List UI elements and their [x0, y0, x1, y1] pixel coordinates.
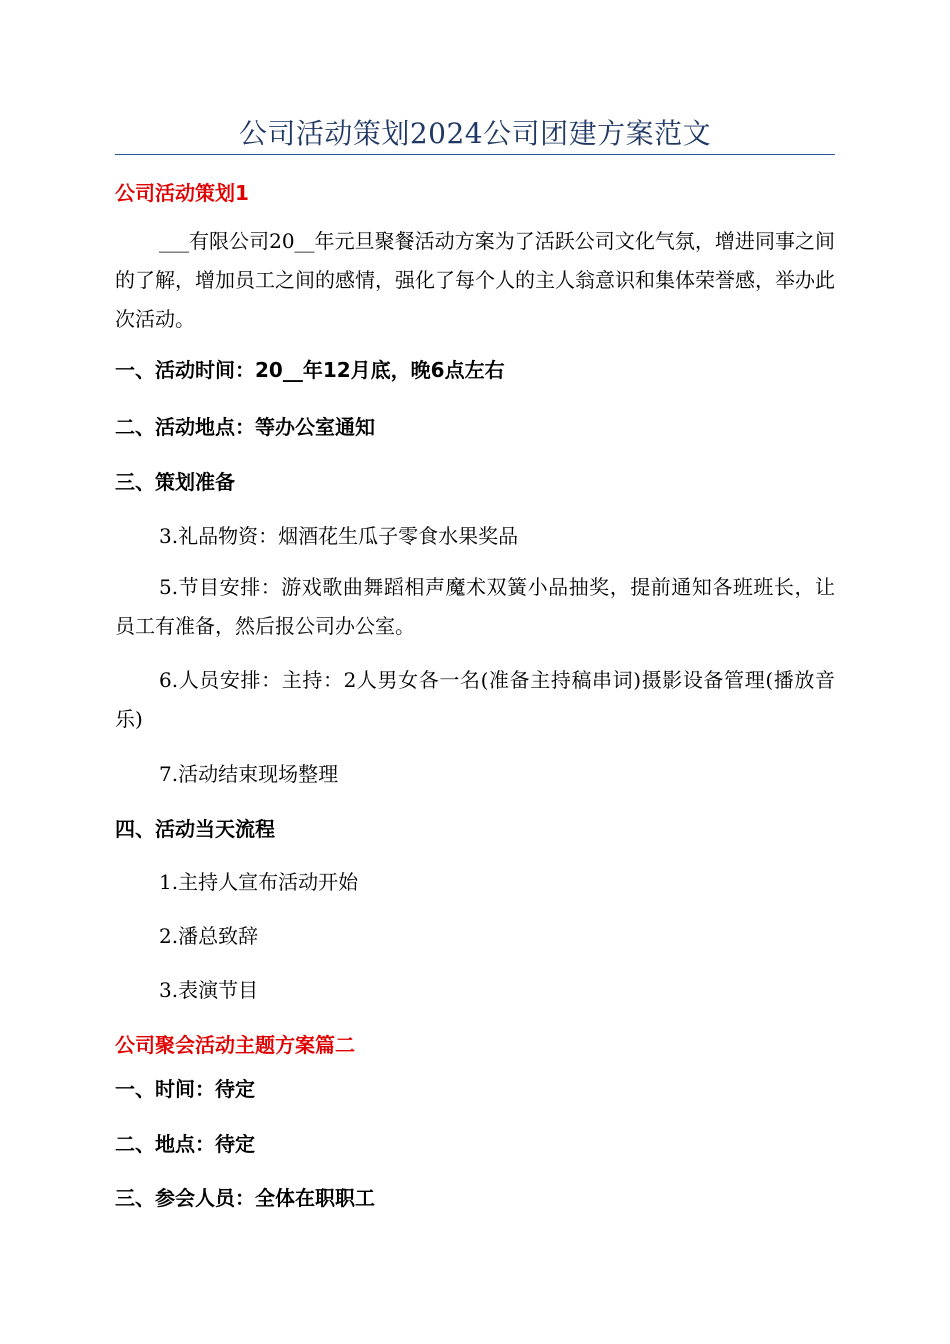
activity-time-heading: 一、活动时间：20__年12月底，晚6点左右 [115, 358, 505, 382]
attendees-heading: 三、参会人员：全体在职职工 [115, 1186, 375, 1210]
title-divider [115, 154, 835, 155]
section-heading-2: 公司聚会活动主题方案篇二 [115, 1033, 355, 1057]
flow-item-opening: 1.主持人宣布活动开始 [159, 870, 359, 894]
prep-item-gifts: 3.礼品物资：烟酒花生瓜子零食水果奖品 [159, 524, 519, 548]
document-title: 公司活动策划2024公司团建方案范文 [238, 117, 712, 150]
planning-prep-heading: 三、策划准备 [115, 470, 235, 494]
prep-item-staffing: 6.人员安排：主持：2人男女各一名(准备主持稿串词)摄影设备管理(播放音乐) [115, 668, 835, 731]
intro-paragraph: ___有限公司20__年元旦聚餐活动方案为了活跃公司文化气氛，增进同事之间的了解，增加员工之间的感情，强化了每个人的主人翁意识和集体荣誉感，举办此次活动。 [115, 229, 835, 331]
prep-item-program: 5.节目安排：游戏歌曲舞蹈相声魔术双簧小品抽奖，提前通知各班班长，让员工有准备，然后报公司办公室。 [115, 575, 835, 638]
gathering-time-heading: 一、时间：待定 [115, 1077, 255, 1101]
flow-item-speech: 2.潘总致辞 [159, 924, 259, 948]
day-flow-heading: 四、活动当天流程 [115, 817, 275, 841]
gathering-place-heading: 二、地点：待定 [115, 1132, 255, 1156]
prep-item-cleanup: 7.活动结束现场整理 [159, 762, 339, 786]
flow-item-performance: 3.表演节目 [159, 978, 259, 1002]
section-heading-1: 公司活动策划1 [115, 181, 249, 205]
activity-place-heading: 二、活动地点：等办公室通知 [115, 415, 375, 439]
